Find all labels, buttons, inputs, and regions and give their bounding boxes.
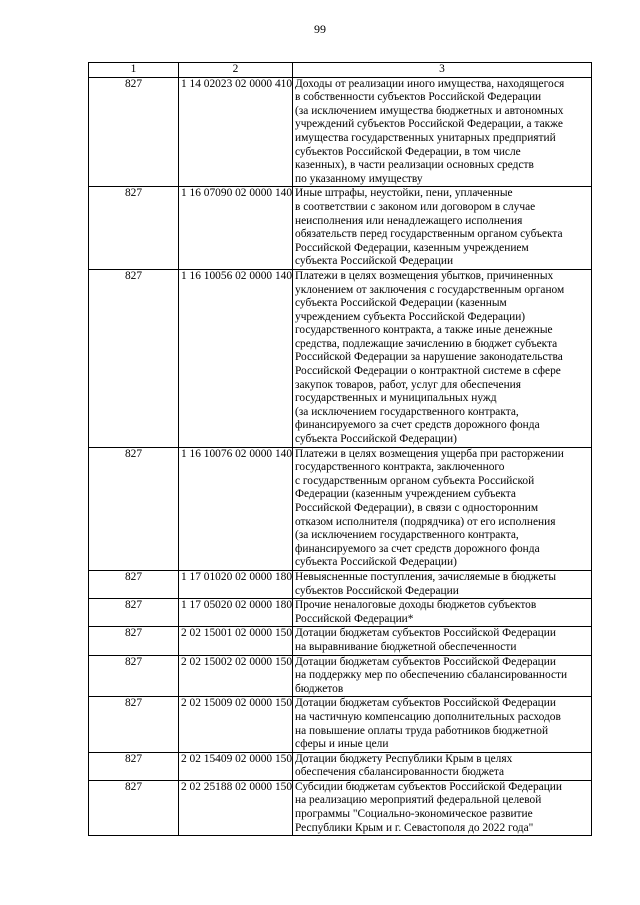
description-line: в соответствии с законом или договором в случае [295,200,536,213]
table-header-row [89,63,592,78]
table-row [89,447,592,570]
table-row [89,697,592,752]
table-row [89,780,592,835]
column-header-2: 2 [179,63,293,78]
description-line: Российской Федерации за нарушение законодательства [295,351,563,364]
revenue-code-cell: 2 02 15409 02 0000 150 [179,752,293,780]
description-line: закупок товаров, работ, услуг для обеспечения [295,378,522,391]
description-line: отказом исполнителя (подрядчика) от его исполнения [295,515,556,528]
description-line: учреждений субъектов Российской Федерации, а также [295,118,563,131]
description-line: (за исключением имущества бюджетных и автономных [295,104,564,117]
description-line: Доходы от реализации иного имущества, находящегося [295,77,565,90]
revenue-description-cell [293,570,592,598]
admin-code-cell: 827 [89,752,179,780]
description-line: учреждением субъекта Российской Федерации) [295,310,526,323]
description-line: на частичную компенсацию дополнительных расходов [295,710,561,723]
revenue-code-cell: 1 14 02023 02 0000 410 [179,77,293,187]
description-line: на поддержку мер по обеспечению сбалансированности [295,669,568,682]
revenue-codes-table [88,62,592,836]
description-line: Дотации бюджетам субъектов Российской Федерации [295,627,556,640]
description-line: на повышение оплаты труда работников бюджетной [295,724,549,737]
description-line: в собственности субъектов Российской Федерации [295,91,542,104]
table-row [89,269,592,447]
description-line: субъекта Российской Федерации (казенным [295,297,507,310]
revenue-description-cell [293,77,592,187]
admin-code-cell: 827 [89,77,179,187]
description-line: уклонением от заключения с государственным органом [295,283,565,296]
description-line: Российской Федерации, казенным учреждением [295,241,529,254]
description-line: имущества государственных унитарных предприятий [295,131,556,144]
revenue-description-cell [293,447,592,570]
description-line: Платежи в целях возмещения убытков, причиненных [295,269,554,282]
table-row [89,655,592,697]
revenue-description-cell [293,627,592,655]
admin-code-cell: 827 [89,627,179,655]
column-header-1: 1 [89,63,179,78]
revenue-description-cell [293,780,592,835]
description-line: (за исключением государственного контракта, [295,405,519,418]
revenue-description-cell [293,269,592,447]
admin-code-cell: 827 [89,447,179,570]
description-line: Дотации бюджетам субъектов Российской Федерации [295,697,556,710]
revenue-code-cell: 2 02 15002 02 0000 150 [179,655,293,697]
description-line: Дотации бюджетам субъектов Российской Федерации [295,655,556,668]
admin-code-cell: 827 [89,599,179,627]
revenue-code-cell: 1 16 10056 02 0000 140 [179,269,293,447]
table-row [89,570,592,598]
description-line: государственных и муниципальных нужд [295,392,497,405]
revenue-code-cell: 2 02 25188 02 0000 150 [179,780,293,835]
revenue-code-cell: 1 17 05020 02 0000 180 [179,599,293,627]
column-header-3: 3 [293,63,592,78]
description-line: Федерации (казенным учреждением субъекта [295,488,516,501]
revenue-code-cell: 1 16 07090 02 0000 140 [179,187,293,270]
description-line: на выравнивание бюджетной обеспеченности [295,640,517,653]
description-line: казенных), в части реализации основных средств [295,159,534,172]
description-line: Республики Крым и г. Севастополя до 2022 года" [295,821,534,834]
revenue-code-cell: 2 02 15009 02 0000 150 [179,697,293,752]
description-line: обеспечения сбалансированности бюджета [295,766,505,779]
description-line: государственного контракта, а также иные денежные [295,324,553,337]
description-line: финансируемого за счет средств дорожного фонда [295,419,540,432]
description-line: Субсидии бюджетам субъектов Российской Федерации [295,780,562,793]
description-line: государственного контракта, заключенного [295,461,505,474]
revenue-code-cell: 1 17 01020 02 0000 180 [179,570,293,598]
description-line: субъекта Российской Федерации [295,255,454,268]
admin-code-cell: 827 [89,697,179,752]
description-line: неисполнения или ненадлежащего исполнения [295,214,523,227]
revenue-description-cell [293,599,592,627]
table-row [89,77,592,187]
description-line: Невыясненные поступления, зачисляемые в бюджеты [295,570,556,583]
table-row [89,752,592,780]
description-line: Российской Федерации), в связи с односторонним [295,502,539,514]
description-line: средства, подлежащие зачислению в бюджет субъекта [295,337,558,350]
description-line: программы "Социально-экономическое развитие [295,808,533,821]
table-row [89,627,592,655]
description-line: Платежи в целях возмещения ущерба при расторжении [295,447,564,460]
description-line: (за исключением государственного контракта, [295,529,519,542]
table-row [89,187,592,270]
description-line: Иные штрафы, неустойки, пени, уплаченные [295,187,513,200]
revenue-code-cell: 2 02 15001 02 0000 150 [179,627,293,655]
revenue-code-cell: 1 16 10076 02 0000 140 [179,447,293,570]
description-line: субъекта Российской Федерации) [295,433,457,446]
admin-code-cell: 827 [89,269,179,447]
description-line: бюджетов [295,682,344,695]
table-row [89,599,592,627]
revenue-description-cell [293,752,592,780]
description-line: Прочие неналоговые доходы бюджетов субъектов [295,599,537,612]
description-line: Российской Федерации* [295,612,414,625]
description-line: обязательств перед государственным органом субъекта [295,228,563,241]
admin-code-cell: 827 [89,570,179,598]
description-line: по указанному имуществу [295,172,423,185]
page-number: 99 [314,22,326,36]
description-line: на реализацию мероприятий федеральной целевой [295,794,542,807]
description-line: субъектов Российской Федерации, в том числе [295,145,521,158]
description-line: Дотации бюджету Республики Крым в целях [295,752,513,765]
revenue-description-cell [293,655,592,697]
admin-code-cell: 827 [89,187,179,270]
admin-code-cell: 827 [89,655,179,697]
description-line: субъекта Российской Федерации) [295,556,457,569]
description-line: сферы и иные цели [295,738,389,751]
description-line: с государственным органом субъекта Российской [295,474,535,487]
admin-code-cell: 827 [89,780,179,835]
description-line: субъектов Российской Федерации [295,584,459,597]
description-line: финансируемого за счет средств дорожного фонда [295,542,540,555]
revenue-description-cell [293,697,592,752]
revenue-description-cell [293,187,592,270]
description-line: Российской Федерации о контрактной системе в сфере [295,365,561,378]
